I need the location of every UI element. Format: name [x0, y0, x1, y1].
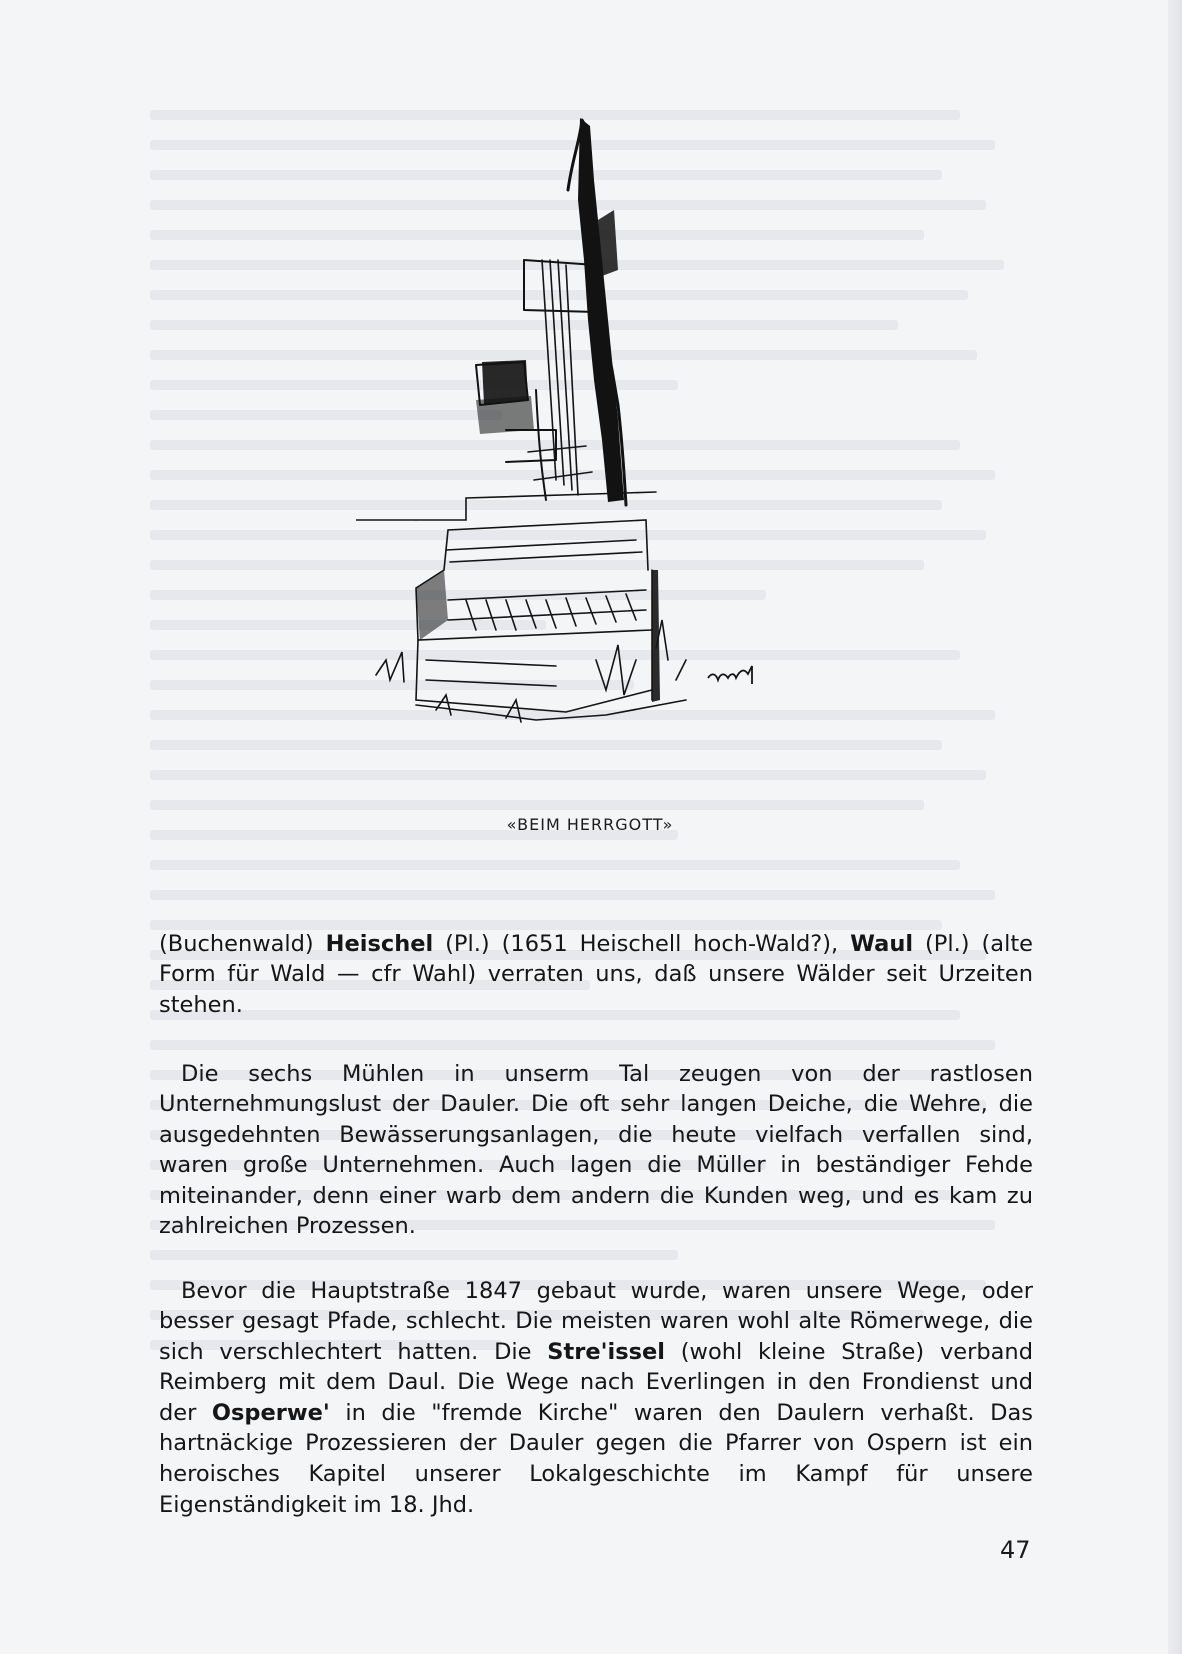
term-osperwe: Osperwe' — [211, 1399, 330, 1426]
text-run: (Pl.) (alte Form für Wald — cfr Wahl) verraten uns, daß unsere Wälder seit Urzeiten stehen. — [159, 930, 1033, 1018]
paragraph-forest-names — [159, 929, 1033, 1021]
page-number: 47 — [1000, 1536, 1031, 1564]
text-run: (wohl kleine Straße) verband Reimberg mit dem Daul. Die Wege nach Everlingen in den Frondienst und der — [159, 1338, 1033, 1426]
page-edge — [1168, 0, 1182, 1654]
wayside-cross-sketch — [356, 100, 802, 790]
paragraph-mills: Die sechs Mühlen in unserm Tal zeugen von der rastlosen Unternehmungslust der Dauler. Die oft sehr langen Deiche, die Wehre, die ausgedehnten Bewässerungsanlagen, die heute vielfach verfallen sind, waren große Unternehmen. Auch lagen die Müller in beständiger Fehde miteinander, denn einer warb dem andern die Kunden weg, und es kam zu zahlreichen Prozessen. — [159, 1060, 1033, 1240]
term-heischel: Heischel — [325, 930, 434, 957]
illustration-caption: «BEIM HERRGOTT» — [506, 815, 674, 834]
text-run: in die "fremde Kirche" waren den Daulern verhaßt. Das hartnäckige Prozessieren der Dauler gegen die Pfarrer von Ospern ist ein heroisches Kapitel unserer Lokalgeschichte im Kampf für unsere Eigenständigkeit im 18. Jhd. — [159, 1399, 1033, 1518]
text-run: Bevor die Hauptstraße 1847 gebaut wurde, waren unsere Wege, oder besser gesagt Pfade, schlecht. Die meisten waren wohl alte Römerwege, die sich verschlechtert hatten. Die — [159, 1277, 1033, 1365]
term-streissel: Stre'issel — [547, 1338, 665, 1365]
text-run: (Pl.) (1651 Heischell hoch-Wald?), — [433, 930, 851, 957]
artist-signature — [708, 666, 752, 684]
term-waul: Waul — [850, 930, 914, 957]
text-run: (Buchenwald) — [159, 930, 326, 957]
paragraph-roads — [159, 1276, 1033, 1521]
